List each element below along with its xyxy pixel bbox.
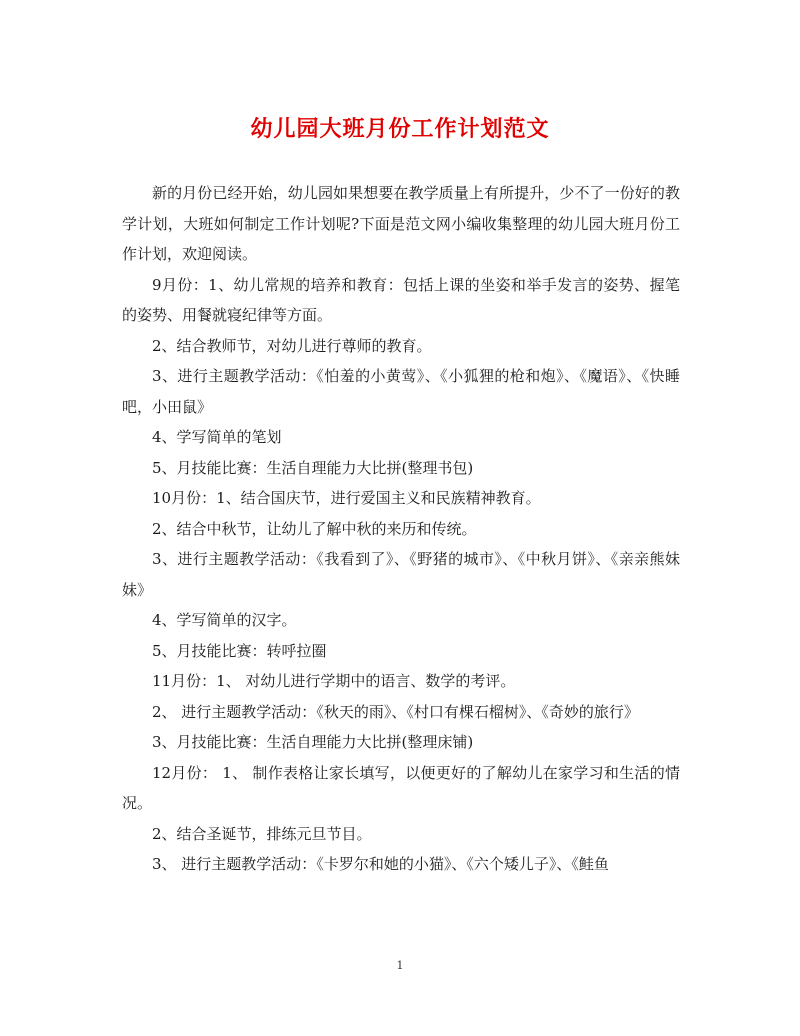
paragraph-september-3: 3、进行主题教学活动：《怕羞的小黄莺》、《小狐狸的枪和炮》、《魔语》、《快睡吧，小田鼠》	[122, 367, 680, 416]
page-number: 1	[396, 959, 404, 972]
paragraph-november-3: 3、月技能比赛：生活自理能力大比拼(整理床铺)	[152, 733, 474, 751]
paragraph-november-2: 2、 进行主题教学活动：《秋天的雨》、《村口有棵石榴树》、《奇妙的旅行》	[152, 702, 639, 721]
paragraph-december-3: 3、 进行主题教学活动：《卡罗尔和她的小猫》、《六个矮儿子》、《鲑鱼	[152, 855, 609, 873]
paragraph-december-2: 2、结合圣诞节，排练元旦节目。	[152, 824, 372, 843]
document-title: 幼儿园大班月份工作计划范文	[250, 116, 550, 142]
paragraph-november-1: 11月份：1、 对幼儿进行学期中的语言、数学的考评。	[152, 672, 516, 690]
paragraph-september-2: 2、结合教师节，对幼儿进行尊师的教育。	[152, 336, 432, 355]
paragraph-intro: 新的月份已经开始，幼儿园如果想要在教学质量上有所提升，少不了一份好的教学计划，大班如何制定工作计划呢?下面是范文网小编收集整理的幼儿园大班月份工作计划，欢迎阅读。	[122, 184, 680, 263]
document-body	[122, 178, 680, 880]
paragraph-september-1: 9月份：1、幼儿常规的培养和教育：包括上课的坐姿和举手发言的姿势、握笔的姿势、用餐就寝纪律等方面。	[122, 275, 680, 324]
paragraph-october-5: 5、月技能比赛：转呼拉圈	[152, 641, 327, 660]
paragraph-september-4: 4、学写简单的笔划	[152, 428, 282, 446]
paragraph-october-1: 10月份：1、结合国庆节，进行爱国主义和民族精神教育。	[152, 489, 541, 507]
paragraph-september-5: 5、月技能比赛：生活自理能力大比拼(整理书包)	[152, 458, 474, 477]
paragraph-october-4: 4、学写简单的汉字。	[152, 611, 297, 629]
paragraph-december-1: 12月份： 1、 制作表格让家长填写，以便更好的了解幼儿在家学习和生活的情况。	[122, 763, 680, 812]
paragraph-october-2: 2、结合中秋节，让幼儿了解中秋的来历和传统。	[152, 519, 477, 538]
paragraph-october-3: 3、进行主题教学活动：《我看到了》、《野猪的城市》、《中秋月饼》、《亲亲熊妹妹》	[122, 550, 680, 599]
